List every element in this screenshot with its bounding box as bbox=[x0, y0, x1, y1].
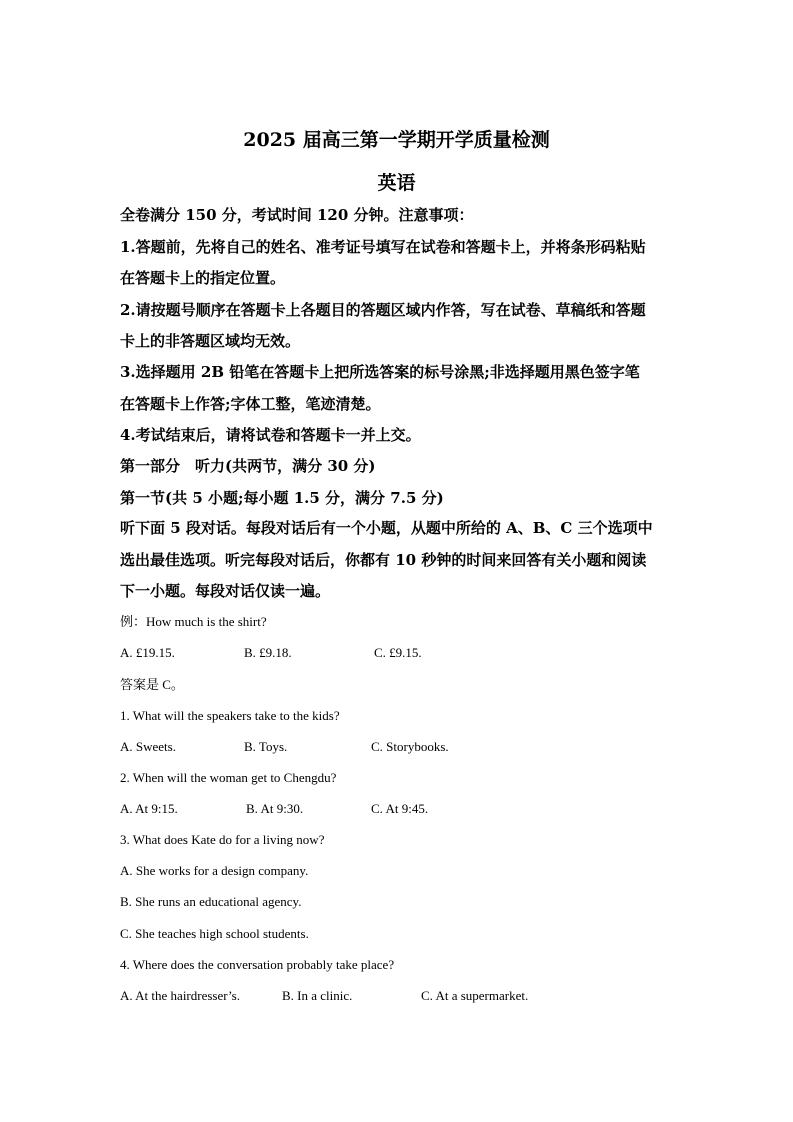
question-3-option-b: B. She runs an educational agency. bbox=[120, 894, 302, 909]
directions-line-2: 选出最佳选项。听完每段对话后，你都有 10 秒钟的时间来回答有关小题和阅读 bbox=[120, 551, 647, 569]
question-1-option-a: A. Sweets. bbox=[120, 739, 176, 754]
exam-title: 2025 届高三第一学期开学质量检测 bbox=[243, 129, 550, 151]
question-1-option-b: B. Toys. bbox=[244, 739, 288, 754]
directions-line-3: 下一小题。每段对话仅读一遍。 bbox=[120, 582, 331, 600]
question-1-option-c: C. Storybooks. bbox=[371, 739, 449, 754]
question-4: 4. Where does the conversation probably take place? bbox=[120, 957, 395, 972]
instruction-2-line-2: 卡上的非答题区域均无效。 bbox=[120, 332, 301, 350]
question-2-option-c: C. At 9:45. bbox=[371, 801, 429, 816]
example-option-c: C. £9.15. bbox=[374, 645, 422, 660]
question-4-option-b: B. In a clinic. bbox=[282, 988, 353, 1003]
question-4-option-a: A. At the hairdresser’s. bbox=[120, 988, 240, 1003]
instruction-2-line-1: 2.请按题号顺序在答题卡上各题目的答题区域内作答，写在试卷、草稿纸和答题 bbox=[120, 301, 646, 319]
instruction-4: 4.考试结束后，请将试卷和答题卡一并上交。 bbox=[120, 426, 421, 444]
instruction-3-line-2: 在答题卡上作答;字体工整，笔迹清楚。 bbox=[120, 395, 381, 413]
question-2-option-a: A. At 9:15. bbox=[120, 801, 178, 816]
example-answer: 答案是 C。 bbox=[120, 677, 184, 692]
question-1: 1. What will the speakers take to the kids? bbox=[120, 708, 340, 723]
instruction-1-line-2: 在答题卡上的指定位置。 bbox=[120, 269, 286, 287]
exam-summary: 全卷满分 150 分，考试时间 120 分钟。注意事项： bbox=[120, 206, 474, 224]
example-option-b: B. £9.18. bbox=[244, 645, 292, 660]
subject-title: 英语 bbox=[377, 172, 416, 194]
instruction-1-line-1: 1.答题前，先将自己的姓名、准考证号填写在试卷和答题卡上，并将条形码粘贴 bbox=[120, 238, 646, 256]
question-3: 3. What does Kate do for a living now? bbox=[120, 832, 325, 847]
instruction-3-line-1: 3.选择题用 2B 铅笔在答题卡上把所选答案的标号涂黑;非选择题用黑色签字笔 bbox=[120, 363, 640, 381]
question-2: 2. When will the woman get to Chengdu? bbox=[120, 770, 337, 785]
question-2-option-b: B. At 9:30. bbox=[246, 801, 304, 816]
directions-line-1: 听下面 5 段对话。每段对话后有一个小题，从题中所给的 A、B、C 三个选项中 bbox=[120, 519, 653, 537]
example-question: 例：How much is the shirt? bbox=[120, 614, 267, 629]
part1-heading: 第一部分 听力(共两节，满分 30 分) bbox=[120, 457, 376, 475]
section1-heading: 第一节(共 5 小题;每小题 1.5 分，满分 7.5 分) bbox=[120, 489, 444, 507]
question-3-option-a: A. She works for a design company. bbox=[120, 863, 309, 878]
question-4-option-c: C. At a supermarket. bbox=[421, 988, 529, 1003]
example-option-a: A. £19.15. bbox=[120, 645, 175, 660]
question-3-option-c: C. She teaches high school students. bbox=[120, 926, 309, 941]
